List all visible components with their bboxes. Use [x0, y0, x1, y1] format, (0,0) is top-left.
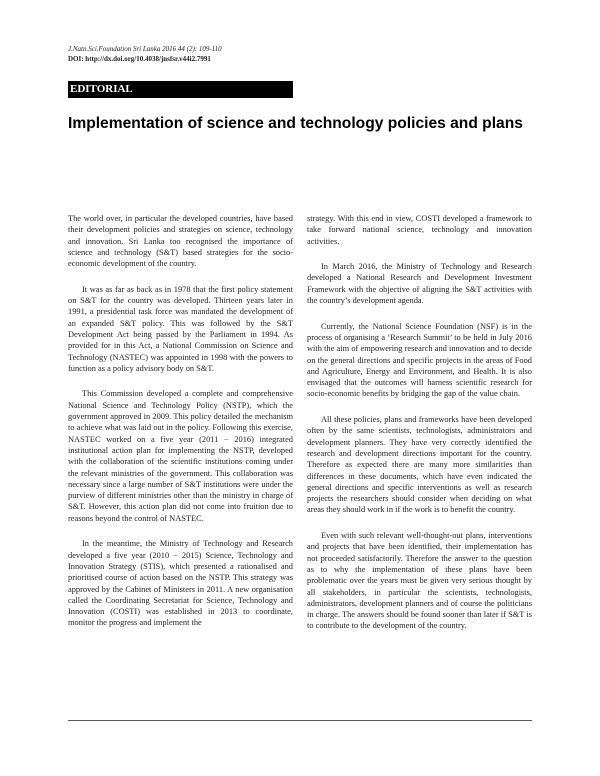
- paragraph: This Commission developed a complete and comprehensive National Science and Technology Policy (NSTP), which the government approved in 2009. This policy detailed the mechanism to achieve what was laid out in the policy. Following this exercise, NASTEC worked on a five year (2011 − 2016) integrated institutional action plan for implementing the NSTP, developed with the collaboration of the scientific institutions coming under the relevant ministries of the government. This collaboration was necessary since a large number of S&T institutions were under the purview of different ministries other than the ministry in charge of S&T. However, this action plan did not come into fruition due to reasons beyond the control of NASTEC.: [68, 389, 293, 523]
- paragraph: The world over, in particular the developed countries, have based their development policies and strategies on science, technology and innovation. Sri Lanka too recognised the importance of science and technology (S&T) based strategies for the socio-economic development of the country.: [68, 214, 293, 269]
- doi-link[interactable]: DOI: http://dx.doi.org/10.4038/jnsfsr.v44i2.7991: [68, 54, 211, 63]
- paragraph: strategy. With this end in view, COSTI developed a framework to take forward national science, technology and innovation activities.: [307, 214, 532, 246]
- paragraph: It was as far as back as in 1978 that the first policy statement on S&T for the country was developed. Thirteen years later in 1991, a presidential task force was mandated the development of an expanded S&T policy. This was followed by the S&T Development Act being passed by the Parliament in 1994. As provided for in this Act, a National Commission on Science and Technology (NASTEC) was appointed in 1998 with the powers to function as a policy advisory body on S&T.: [68, 284, 293, 373]
- paragraph: All these policies, plans and frameworks have been developed often by the same scientists, technologists, administrators and development planners. They have very correctly identified the research and development directions important for the country. Therefore as expected there are many more similarities than differences in these documents, which have even indicated the general directions and specific interventions as well as research projects the researchers should consider when deciding on what areas they should work in if the work is to benefit the country.: [307, 415, 532, 515]
- left-column: [68, 213, 293, 643]
- journal-citation: J.Natn.Sci.Foundation Sri Lanka 2016 44 (2): 109-110: [68, 45, 222, 53]
- paragraph: Even with such relevant well-thought-out plans, interventions and projects that have been identified, their implementation has not proceeded satisfactorily. Therefore the answer to the question as to why the implementation of these plans have been problematic over the years must be given very serious thought by all stakeholders, in particular the scientists, technologists, administrators, development planners and of course the politicians in charge. The answers should be found sooner than later if S&T is to contribute to the development of the country.: [307, 531, 532, 631]
- footer-divider: [68, 720, 532, 721]
- journal-header: [68, 45, 368, 64]
- paragraph: In March 2016, the Ministry of Technology and Research developed a National Research and Development Investment Framework with the objective of aligning the S&T activities with the country’s development agenda.: [307, 262, 532, 306]
- section-label: EDITORIAL: [68, 81, 293, 98]
- article-title: Implementation of science and technology policies and plans: [68, 115, 523, 132]
- paragraph: Currently, the National Science Foundation (NSF) is in the process of organising a ‘Research Summit’ to be held in July 2016 with the aim of empowering research and innovation and to decide on the general directions and specific projects in the areas of Food and Agriculture, Energy and Environment, and Health. It is also envisaged that the outcomes will harness scientific research for socio-economic benefits by bridging the gap of the value chain.: [307, 321, 532, 399]
- paragraph: In the meantime, the Ministry of Technology and Research developed a five year (2010 − 2015) Science, Technology and Innovation Strategy (STIS), which presented a rationalised and prioritised course of action based on the NSTP. This strategy was approved by the Cabinet of Ministers in 2011. A new organisation called the Coordinating Secretariat for Science, Technology and Innovation (COSTI) was established in 2013 to coordinate, monitor the progress and implement the: [68, 539, 293, 628]
- right-column: [307, 213, 532, 646]
